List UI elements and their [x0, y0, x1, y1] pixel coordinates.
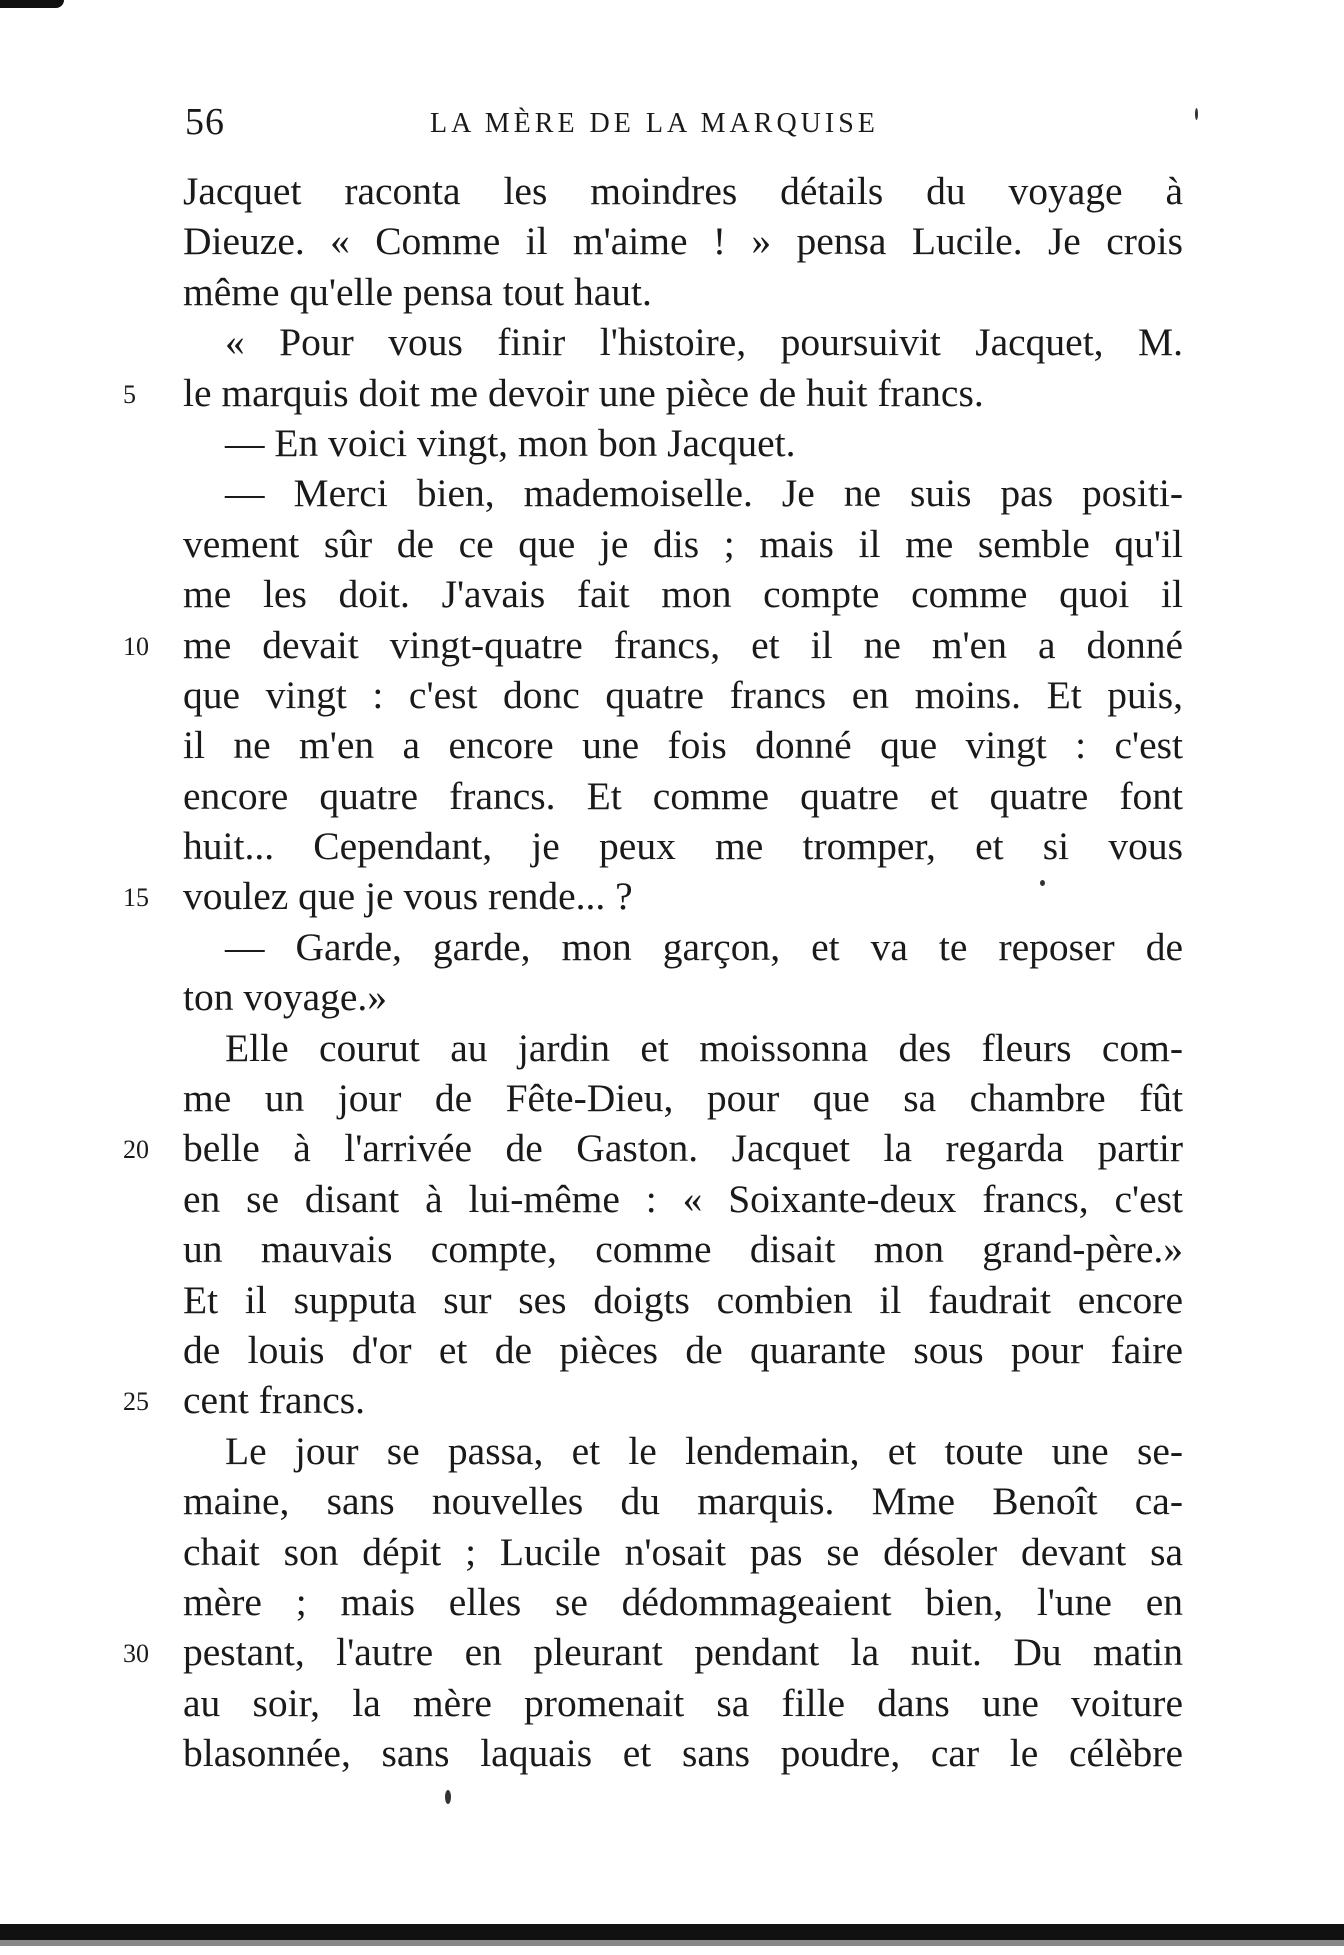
page-number: 56: [185, 101, 225, 143]
line-text: Jacquet raconta les moindres détails du voyage à: [183, 169, 1183, 213]
text-line: [183, 1224, 1183, 1274]
text-line: [183, 418, 1183, 468]
line-text: Elle courut au jardin et moissonna des fleurs com-: [225, 1025, 1183, 1070]
line-text: le marquis doit me devoir une pièce de huit francs.: [183, 370, 984, 415]
line-text: en se disant à lui-même : « Soixante-deux francs, c'est: [183, 1176, 1183, 1221]
text-line: [183, 720, 1183, 770]
text-line: [183, 972, 1183, 1022]
line-text: me un jour de Fête-Dieu, pour que sa chambre fût: [183, 1076, 1183, 1121]
text-line: [183, 1476, 1183, 1526]
line-number: 25: [123, 1387, 149, 1417]
line-text: Le jour se passa, et le lendemain, et toute une se-: [225, 1428, 1183, 1473]
ink-speck: [445, 1790, 451, 1804]
text-line: [123, 368, 1183, 418]
text-line: [183, 267, 1183, 317]
body-text: [123, 166, 1183, 1779]
ink-speck: [1195, 108, 1198, 120]
line-number: 20: [123, 1135, 149, 1165]
line-text: voulez que je vous rende... ?: [183, 874, 633, 919]
line-text: au soir, la mère promenait sa fille dans une voiture: [183, 1680, 1183, 1725]
text-line: [183, 569, 1183, 619]
text-line: [183, 821, 1183, 871]
line-text: mère ; mais elles se dédommageaient bien, l'une en: [183, 1579, 1183, 1624]
line-text: — En voici vingt, mon bon Jacquet.: [225, 420, 796, 465]
text-line: [183, 1275, 1183, 1325]
text-line: [183, 771, 1183, 821]
text-line: [183, 1728, 1183, 1778]
text-line: [183, 1426, 1183, 1476]
text-line: [183, 1678, 1183, 1728]
text-line: [183, 216, 1183, 266]
line-text: encore quatre francs. Et comme quatre et quatre font: [183, 773, 1183, 818]
text-line: [123, 1375, 1183, 1425]
line-text: que vingt : c'est donc quatre francs en moins. Et puis,: [183, 672, 1183, 717]
line-text: — Merci bien, mademoiselle. Je ne suis pas positi-: [225, 471, 1183, 516]
line-text: me les doit. J'avais fait mon compte comme quoi il: [183, 572, 1183, 617]
text-line: [183, 1527, 1183, 1577]
line-text: un mauvais compte, comme disait mon grand-père.»: [183, 1227, 1183, 1272]
line-text: huit... Cependant, je peux me tromper, et si vous: [183, 824, 1183, 869]
line-text: même qu'elle pensa tout haut.: [183, 269, 652, 314]
line-text: « Pour vous finir l'histoire, poursuivit Jacquet, M.: [225, 320, 1183, 365]
line-number: 5: [123, 379, 136, 409]
text-line: [183, 166, 1183, 216]
text-line: [123, 871, 1183, 921]
text-line: [183, 1325, 1183, 1375]
text-line: [123, 620, 1183, 670]
line-text: ton voyage.»: [183, 975, 388, 1020]
line-text: blasonnée, sans laquais et sans poudre, car le célèbre: [183, 1731, 1183, 1776]
bottom-scan-edge: [0, 1924, 1344, 1940]
text-line: [123, 1627, 1183, 1677]
text-line: [183, 317, 1183, 367]
text-line: [183, 670, 1183, 720]
text-line: [183, 1174, 1183, 1224]
text-line: [183, 922, 1183, 972]
line-number: 10: [123, 631, 149, 661]
running-title: LA MÈRE DE LA MARQUISE: [430, 108, 879, 139]
line-text: me devait vingt-quatre francs, et il ne m'en a donné: [183, 622, 1183, 667]
line-text: maine, sans nouvelles du marquis. Mme Benoît ca-: [183, 1479, 1183, 1524]
text-line: [123, 1123, 1183, 1173]
line-text: vement sûr de ce que je dis ; mais il me semble qu'il: [183, 521, 1183, 566]
bottom-scan-shadow: [0, 1940, 1344, 1946]
line-text: Dieuze. « Comme il m'aime ! » pensa Lucile. Je crois: [183, 219, 1183, 264]
line-text: cent francs.: [183, 1378, 366, 1423]
text-line: [183, 1023, 1183, 1073]
text-line: [183, 1073, 1183, 1123]
text-line: [183, 1577, 1183, 1627]
line-text: de louis d'or et de pièces de quarante sous pour faire: [183, 1327, 1183, 1372]
line-text: pestant, l'autre en pleurant pendant la nuit. Du matin: [183, 1630, 1183, 1675]
line-text: chait son dépit ; Lucile n'osait pas se désoler devant sa: [183, 1529, 1183, 1574]
line-text: belle à l'arrivée de Gaston. Jacquet la regarda partir: [183, 1126, 1183, 1171]
line-text: — Garde, garde, mon garçon, et va te reposer de: [225, 924, 1183, 969]
line-text: Et il supputa sur ses doigts combien il faudrait encore: [183, 1277, 1183, 1322]
ink-speck: [1040, 880, 1045, 886]
line-number: 30: [123, 1639, 149, 1669]
line-text: il ne m'en a encore une fois donné que vingt : c'est: [183, 723, 1183, 768]
text-line: [183, 519, 1183, 569]
text-line: [183, 468, 1183, 518]
corner-ink-mark: [0, 0, 64, 8]
line-number: 15: [123, 883, 149, 913]
